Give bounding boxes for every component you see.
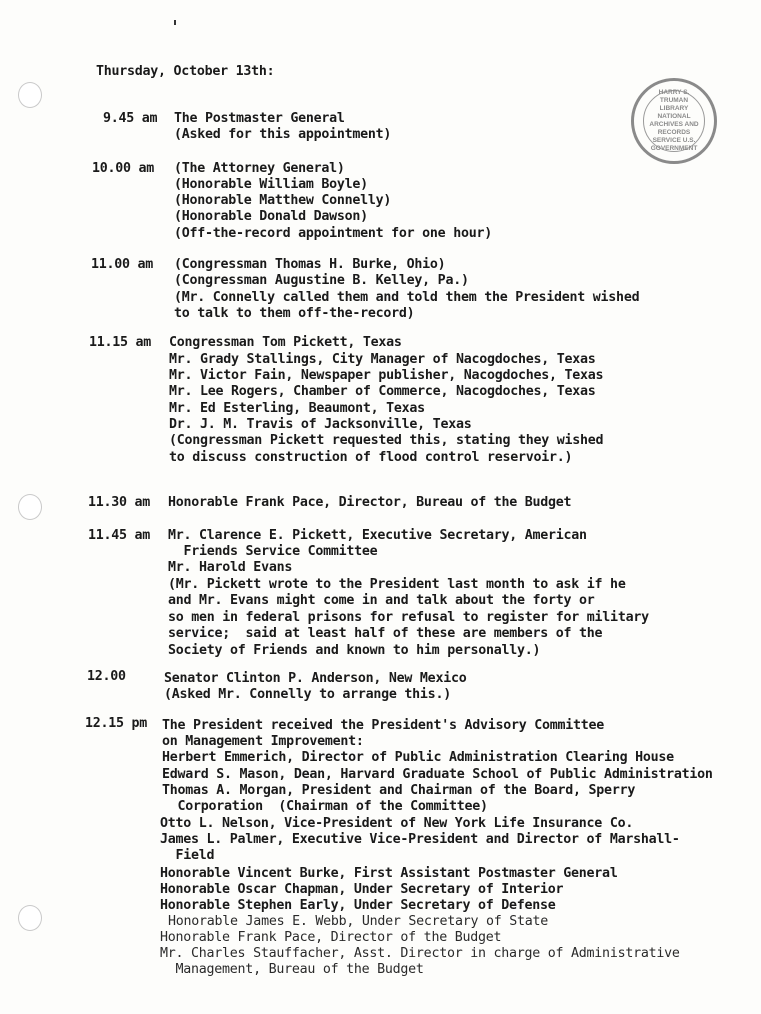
entry-line: Honorable James E. Webb, Under Secretary of State	[168, 914, 549, 929]
entry-line: (Honorable Matthew Connelly)	[174, 193, 392, 208]
entry-time: 11.30 am	[88, 495, 151, 510]
entry-line: Herbert Emmerich, Director of Public Administration Clearing House	[162, 750, 674, 765]
entry-line: and Mr. Evans might come in and talk about the forty or	[168, 593, 595, 608]
entry-line: (Congressman Pickett requested this, stating they wished	[169, 433, 604, 448]
entry-line: Corporation (Chairman of the Committee)	[162, 799, 488, 814]
entry-line: (The Attorney General)	[174, 161, 345, 176]
entry-line: (Off-the-record appointment for one hour)	[174, 226, 492, 241]
entry-time: 10.00 am	[92, 161, 155, 176]
entry-line: Edward S. Mason, Dean, Harvard Graduate School of Public Administration	[162, 767, 713, 782]
entry-line: (Asked for this appointment)	[174, 127, 392, 142]
document-date: Thursday, October 13th:	[96, 64, 275, 79]
entry-line: The Postmaster General	[174, 111, 345, 126]
entry-line: service; said at least half of these are members of the	[168, 626, 603, 641]
entry-line: Honorable Vincent Burke, First Assistant Postmaster General	[160, 866, 618, 881]
entry-line: (Honorable William Boyle)	[174, 177, 368, 192]
entry-line: to talk to them off-the-record)	[174, 306, 415, 321]
entry-line: (Asked Mr. Connelly to arrange this.)	[164, 687, 451, 702]
entry-time: 11.00 am	[91, 257, 154, 272]
entry-time: 11.15 am	[89, 335, 152, 350]
entry-line: The President received the President's Advisory Committee	[162, 718, 605, 733]
entry-line: (Congressman Thomas H. Burke, Ohio)	[174, 257, 446, 272]
entry-time: 9.45 am	[103, 111, 158, 126]
entry-line: Honorable Frank Pace, Director of the Budget	[160, 930, 502, 945]
punch-hole	[18, 82, 42, 108]
entry-line: Otto L. Nelson, Vice-President of New York Life Insurance Co.	[160, 816, 634, 831]
entry-line: Honorable Frank Pace, Director, Bureau of the Budget	[168, 495, 572, 510]
entry-line: Mr. Victor Fain, Newspaper publisher, Nacogdoches, Texas	[169, 368, 604, 383]
entry-line: James L. Palmer, Executive Vice-President and Director of Marshall-	[160, 832, 680, 847]
entry-time: 12.00	[87, 669, 126, 684]
entry-line: Friends Service Committee	[168, 544, 378, 559]
punch-hole	[18, 905, 42, 931]
entry-line: (Mr. Pickett wrote to the President last month to ask if he	[168, 577, 626, 592]
entry-line: so men in federal prisons for refusal to register for military	[168, 610, 649, 625]
entry-line: Mr. Grady Stallings, City Manager of Nacogdoches, Texas	[169, 352, 596, 367]
entry-line: Senator Clinton P. Anderson, New Mexico	[164, 671, 467, 686]
entry-line: to discuss construction of flood control reservoir.)	[169, 450, 573, 465]
entry-line: Dr. J. M. Travis of Jacksonville, Texas	[169, 417, 472, 432]
entry-line: (Honorable Donald Dawson)	[174, 209, 368, 224]
page-mark	[174, 20, 176, 25]
entry-line: Mr. Ed Esterling, Beaumont, Texas	[169, 401, 425, 416]
entry-line: Honorable Stephen Early, Under Secretary of Defense	[160, 898, 556, 913]
entry-line: Thomas A. Morgan, President and Chairman of the Board, Sperry	[162, 783, 636, 798]
entry-time: 11.45 am	[88, 528, 151, 543]
entry-line: Mr. Lee Rogers, Chamber of Commerce, Nacogdoches, Texas	[169, 384, 596, 399]
entry-line: Mr. Clarence E. Pickett, Executive Secretary, American	[168, 528, 587, 543]
punch-hole	[18, 494, 42, 520]
entry-line: (Congressman Augustine B. Kelley, Pa.)	[174, 273, 469, 288]
entry-line: Mr. Harold Evans	[168, 560, 293, 575]
entry-line: Honorable Oscar Chapman, Under Secretary of Interior	[160, 882, 564, 897]
entry-line: Management, Bureau of the Budget	[160, 962, 424, 977]
entry-line: Field	[160, 848, 215, 863]
archive-stamp-text: HARRY S. TRUMAN LIBRARY NATIONAL ARCHIVES AND RECORDS SERVICE U.S. GOVERNMENT	[643, 90, 705, 152]
entry-line: on Management Improvement:	[162, 734, 364, 749]
entry-line: Society of Friends and known to him personally.)	[168, 643, 541, 658]
entry-line: Mr. Charles Stauffacher, Asst. Director in charge of Administrative	[160, 946, 680, 961]
entry-time: 12.15 pm	[85, 716, 148, 731]
entry-line: (Mr. Connelly called them and told them the President wished	[174, 290, 640, 305]
archive-stamp	[631, 78, 717, 164]
entry-line: Congressman Tom Pickett, Texas	[169, 335, 402, 350]
